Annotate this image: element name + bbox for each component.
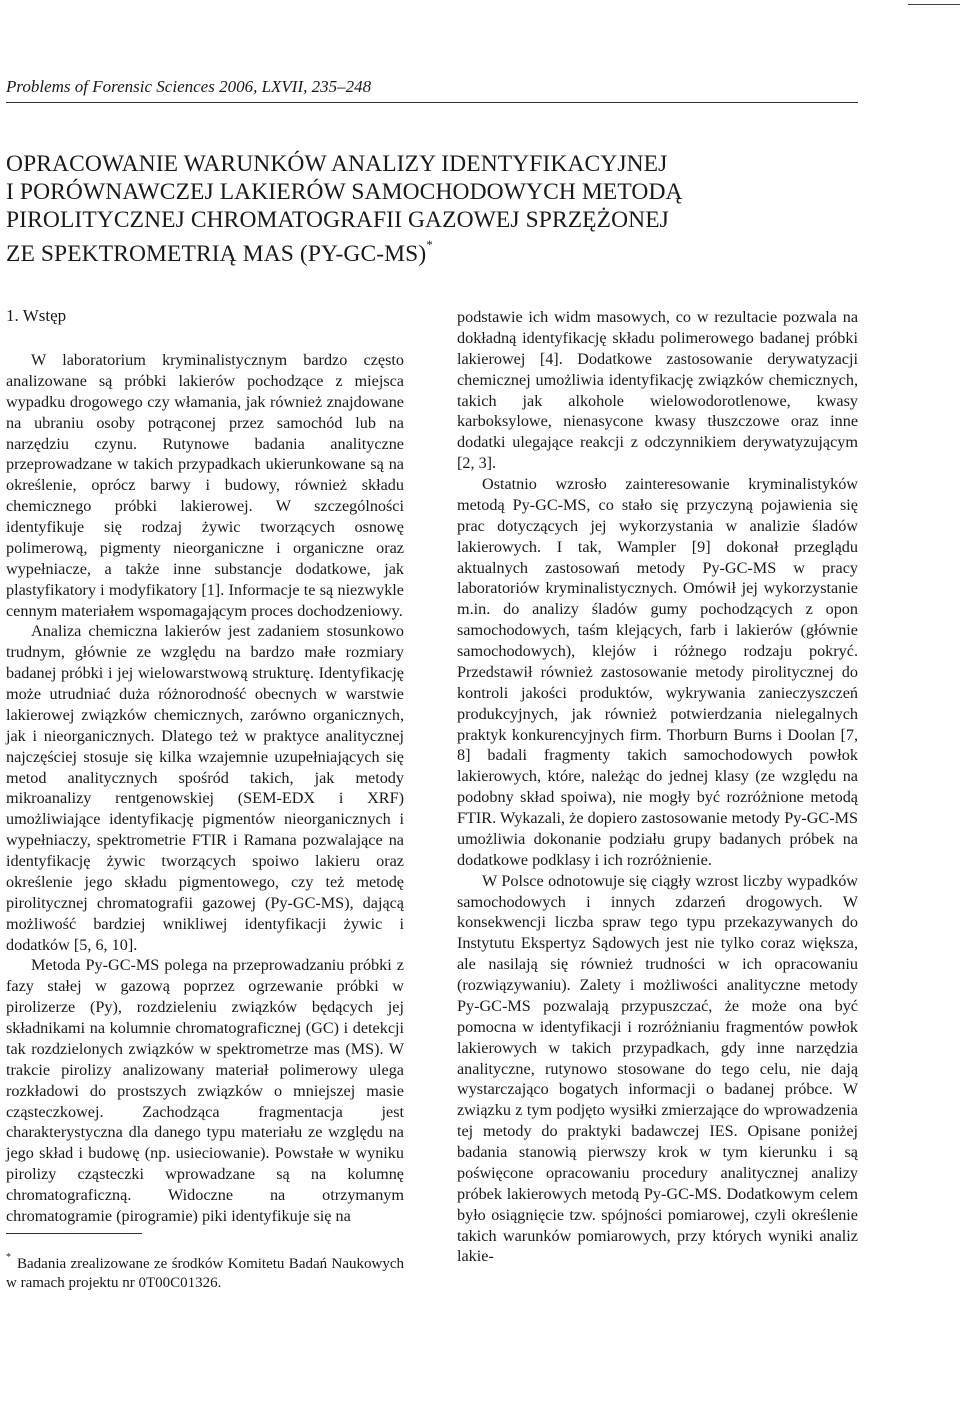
title-footnote-mark: * <box>426 237 433 252</box>
footnote-rule <box>6 1233 142 1234</box>
left-paragraph-3: Metoda Py-GC-MS polega na przeprowadzaniu próbki z fazy stałej w gazową poprzez ogrzewanie próbki w pirolizerze (Py), rozdzieleniu związków będących jej składnikami na kolumnie chromatograficznej (GC) i detekcji tak rozdzielonych związków w spektrometrze mas (MS). W trakcie pirolizy analizowany materiał polimerowy ulega rozkładowi do prostszych związków o mniejszej masie cząsteczkowej. Zachodząca fragmentacja jest charakterystyczna dla danego typu materiału ze względu na jego skład i budowę (np. usieciowanie). Powstałe w wyniku pirolizy cząsteczki wprowadzane są na kolumnę chromatograficzną. Widoczne na otrzymanym chromatogramie (pirogramie) piki identyfikuje się na <box>6 956 404 1225</box>
title-line-4-text: ZE SPEKTROMETRIĄ MAS (PY-GC-MS) <box>6 240 427 267</box>
article-title <box>6 150 866 268</box>
corner-decoration-line <box>908 4 960 5</box>
running-head: Problems of Forensic Sciences 2006, LXVII, 235–248 <box>6 77 372 96</box>
right-paragraph-1: podstawie ich widm masowych, co w rezultacie pozwala na dokładną identyfikację składu polimerowego badanej próbki lakierowej [4]. Dodatkowe zastosowanie derywatyzacji chemicznej umożliwia identyfikację związków chemicznych, takich jak alkohole wielowodorotlenowe, kwasy karboksylowe, nienasycone kwasy tłuszczowe oraz inne dodatki ulegające reakcji z odczynnikiem derywatyzującym [2, 3]. <box>457 308 858 473</box>
footnote-text: Badania zrealizowane ze środków Komitetu Badań Naukowych w ramach projektu nr 0T00C01326. <box>6 1256 404 1291</box>
title-line-2: I PORÓWNAWCZEJ LAKIERÓW SAMOCHODOWYCH METODĄ <box>6 179 683 205</box>
title-line-1: OPRACOWANIE WARUNKÓW ANALIZY IDENTYFIKACYJNEJ <box>6 151 668 177</box>
right-paragraph-2: Ostatnio wzrosło zainteresowanie kryminalistyków metodą Py-GC-MS, co stało się przyczyną pojawienia się prac dotyczących jej wykorzystania w analizie śladów lakierowych. I tak, Wampler [9] dokonał przeglądu aktualnych zastosowań metody Py-GC-MS w pracy laboratoriów kryminalistycznych. Omówił jej wykorzystanie m.in. do analizy śladów gumy pochodzących z opon samochodowych, taśm klejących, farb i lakierów (głównie samochodowych), klejów i różnego rodzaju pokryć. Przedstawił również zastosowanie metody pirolitycznej do kontroli jakości produktów, wykrywania zanieczyszczeń produkcyjnych, jak również potwierdzania nielegalnych praktyk konkurencyjnych firm. Thorburn Burns i Doolan [7, 8] badali fragmenty takich samochodowych powłok lakierowych, które, należąc do jednej klasy (ze względu na podobny skład spoiwa), nie mogły być rozróżnione metodą FTIR. Wykazali, że dopiero zastosowanie metody Py-GC-MS umożliwia dokonanie podziału grupy badanych próbek na dodatkowe podklasy i ich rozróżnienie. <box>457 475 858 869</box>
footnote-mark: * <box>6 1252 11 1263</box>
footnote <box>6 1250 404 1293</box>
title-line-4 <box>6 234 866 268</box>
left-paragraph-2: Analiza chemiczna lakierów jest zadaniem stosunkowo trudnym, głównie ze względu na bardzo małe rozmiary badanej próbki i jej wielowarstwową strukturę. Identyfikację może utrudniać duża różnorodność obecnych w warstwie lakierowej związków chemicznych, zarówno organicznych, jak i nieorganicznych. Dlatego też w praktyce analitycznej najczęściej stosuje się kilka wzajemnie uzupełniających się metod analitycznych spośród takich, jak metody mikroanalizy rentgenowskiej (SEM-EDX i XRF) umożliwiające identyfikację pigmentów nieorganicznych i wypełniaczy, spektrometrie FTIR i Ramana pozwalające na identyfikację żywic tworzących spoiwo lakieru oraz określenie jego składu pigmentowego, czy też metodę pirolitycznej chromatografii gazowej (Py-GC-MS), dającą możliwość bardziej wnikliwej identyfikacji żywic i dodatków [5, 6, 10]. <box>6 622 404 954</box>
left-paragraph-1: W laboratorium kryminalistycznym bardzo często analizowane są próbki lakierów pochodzące z miejsca wypadku drogowego czy włamania, jak również znajdowane na ubraniu osoby potrąconej przez samochód lub na narzędziu czynu. Rutynowe badania analityczne przeprowadzane w takich przypadkach ukierunkowane są na określenie, oprócz barwy i budowy, również składu chemicznego próbki lakierowej. W szczególności identyfikuje się rodzaj żywic tworzących osnowę polimerową, pigmenty nieorganiczne i organiczne oraz wypełniacze, a także inne substancje dodatkowe, jak plastyfikatory i modyfikatory [1]. Informacje te są niezwykle cennym materiałem wspomagającym proces dochodzeniowy. <box>6 351 404 620</box>
right-paragraph-3: W Polsce odnotowuje się ciągły wzrost liczby wypadków samochodowych i innych zdarzeń drogowych. W konsekwencji liczba spraw tego typu przekazywanych do Instytutu Ekspertyz Sądowych jest nie tylko coraz większa, ale nasilają się również trudności w ich opracowaniu (rozwiązywaniu). Zalety i możliwości analityczne metody Py-GC-MS pozwalają przypuszczać, że może ona być pomocna w identyfikacji i rozróżnianiu fragmentów powłok lakierowych w takich przypadkach, gdy inne narzędzia analityczne, rutynowo stosowane do tego celu, nie dają wystarczająco bogatych informacji o badanej próbce. W związku z tym podjęto wysiłki zmierzające do wprowadzenia tej metody do praktyki badawczej IES. Opisane poniżej badania stanowią pierwszy krok w tym kierunku i są poświęcone opracowaniu procedury analitycznej analizy próbek lakierowych metodą Py-GC-MS. Dodatkowym celem było osiągnięcie tzw. spójności pomiarowej, czyli określenie takich warunków pomiarowych, przy których wyniki analiz lakie- <box>457 871 858 1266</box>
left-column <box>6 306 404 1227</box>
section-heading: 1. Wstęp <box>6 306 67 325</box>
title-line-3: PIROLITYCZNEJ CHROMATOGRAFII GAZOWEJ SPRZĘŻONEJ <box>6 207 669 233</box>
header-rule <box>6 102 858 103</box>
right-column <box>457 307 858 1267</box>
